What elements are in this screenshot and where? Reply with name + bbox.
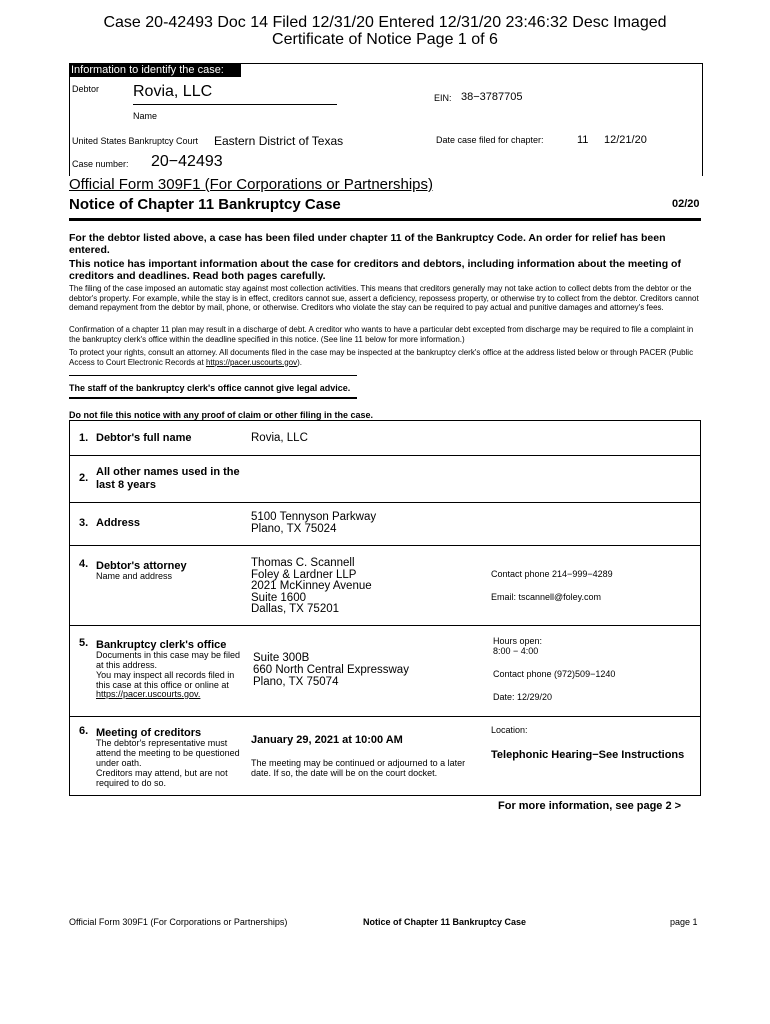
- debtor-name: Rovia, LLC: [133, 83, 213, 100]
- row2-title-line2: last 8 years: [96, 479, 156, 491]
- debtor-name-underline: [133, 104, 337, 105]
- debtor-label: Debtor: [72, 84, 100, 94]
- row3-number: 3.: [79, 517, 89, 529]
- row5-title: Bankruptcy clerk's office: [96, 639, 227, 651]
- row5-sub-line3: You may inspect all records filed in: [96, 670, 235, 680]
- case-id-box-title: Information to identify the case:: [69, 63, 241, 77]
- footer-page-number: page 1: [670, 917, 698, 927]
- court-label: United States Bankruptcy Court: [72, 136, 199, 146]
- row-divider: [69, 455, 701, 456]
- case-number: 20−42493: [151, 153, 223, 170]
- meeting-datetime: January 29, 2021 at 10:00 AM: [251, 734, 403, 746]
- clerk-phone: Contact phone (972)509−1240: [493, 669, 616, 679]
- attorney-suite: Suite 1600: [251, 592, 306, 604]
- ein-value: 38−3787705: [461, 91, 523, 103]
- clerk-city: Plano, TX 75074: [253, 676, 339, 688]
- clerk-street: 660 North Central Expressway: [253, 664, 409, 676]
- ein-label: EIN:: [434, 93, 452, 103]
- footer-notice-title: Notice of Chapter 11 Bankruptcy Case: [363, 917, 527, 927]
- row6-sub-line2: attend the meeting to be questioned: [96, 748, 240, 758]
- protect-rights-text: To protect your rights, consult an attorney. All documents filed in the case may be inspected at the bankruptcy clerk's office at the address listed below or through PACER (Public Access to Court Electronic Records at: [69, 348, 694, 367]
- attorney-street: 2021 McKinney Avenue: [251, 580, 372, 592]
- date-filed: 12/21/20: [604, 134, 647, 146]
- hours-open-label: Hours open:: [493, 636, 543, 646]
- notice-date: Date: 12/29/20: [493, 692, 553, 702]
- row5-number: 5.: [79, 637, 89, 649]
- chapter-number: 11: [577, 134, 589, 146]
- row-divider: [69, 716, 701, 717]
- court-value: Eastern District of Texas: [214, 134, 344, 148]
- debtor-full-name-value: Rovia, LLC: [251, 432, 308, 444]
- intro-important-notice: This notice has important information about the case for creditors and debtors, including information about the meeting of creditors and deadlines. Read both pages carefully.: [69, 258, 681, 282]
- attorney-email: Email: tscannell@foley.com: [491, 592, 602, 602]
- row6-title: Meeting of creditors: [96, 727, 202, 739]
- intro-rule: [69, 375, 357, 376]
- meeting-continued-line1: The meeting may be continued or adjourned to a later: [251, 758, 466, 768]
- row6-sub-line5: required to do so.: [96, 778, 167, 788]
- clerk-suite: Suite 300B: [253, 652, 310, 664]
- name-caption: Name: [133, 111, 158, 121]
- discharge-paragraph: Confirmation of a chapter 11 plan may result in a discharge of debt. A creditor who wants to have a particular debt excepted from discharge may be required to file a complaint in the bankruptcy clerk's office within the deadline specified in this notice. (See line 11 below for more information.): [69, 325, 694, 344]
- protect-rights-end: ).: [297, 357, 303, 367]
- row-divider: [69, 625, 701, 626]
- row2-number: 2.: [79, 472, 89, 484]
- clerk-pacer-link[interactable]: https://pacer.uscourts.gov.: [96, 689, 201, 699]
- meeting-location: Telephonic Hearing−See Instructions: [491, 749, 685, 761]
- attorney-name: Thomas C. Scannell: [251, 557, 355, 569]
- row5-sub-line4: this case at this office or online at: [96, 680, 229, 690]
- address-line2: Plano, TX 75024: [251, 523, 337, 535]
- row4-number: 4.: [79, 558, 89, 570]
- date-filed-label: Date case filed for chapter:: [436, 135, 544, 145]
- staff-note-rule: [69, 397, 357, 399]
- row6-sub-line4: Creditors may attend, but are not: [96, 768, 228, 778]
- attorney-phone: Contact phone 214−999−4289: [491, 569, 613, 579]
- row6-sub-line3: under oath.: [96, 758, 142, 768]
- row-divider: [69, 545, 701, 546]
- row5-sub-line2: at this address.: [96, 660, 158, 670]
- footer-form-name: Official Form 309F1 (For Corporations or Partnerships): [69, 917, 288, 927]
- row2-title-line1: All other names used in the: [96, 466, 240, 478]
- row1-number: 1.: [79, 432, 89, 444]
- form-title: Official Form 309F1 (For Corporations or Partnerships): [69, 176, 434, 193]
- attorney-city: Dallas, TX 75201: [251, 603, 340, 615]
- row5-sub-line1: Documents in this case may be filed: [96, 650, 241, 660]
- pacer-link[interactable]: https://pacer.uscourts.gov: [205, 357, 298, 367]
- row1-title: Debtor's full name: [96, 432, 192, 444]
- location-label: Location:: [491, 725, 528, 735]
- row4-title: Debtor's attorney: [96, 560, 187, 572]
- attorney-firm: Foley & Lardner LLP: [251, 569, 357, 581]
- intro-relief-statement: For the debtor listed above, a case has been filed under chapter 11 of the Bankruptcy Code. An order for relief has been entered.: [69, 232, 666, 256]
- more-info-note: For more information, see page 2 >: [498, 800, 682, 812]
- certificate-header-line: Certificate of Notice Page 1 of 6: [272, 31, 498, 48]
- case-number-label: Case number:: [72, 159, 129, 169]
- meeting-continued-line2: date. If so, the date will be on the court docket.: [251, 768, 438, 778]
- protect-rights-paragraph: [69, 348, 701, 367]
- row6-sub-line1: The debtor's representative must: [96, 738, 228, 748]
- automatic-stay-paragraph: The filing of the case imposed an automatic stay against most collection activities. This means that creditors generally may not take action to collect debts from the debtor or the debtor's property. For example, while the stay is in effect, creditors cannot sue, assert a deficiency, repossess property, or otherwise try to collect from the debtor. Creditors cannot demand repayment from the debtor by mail, phone, or otherwise. Creditors who violate the stay can be required to pay actual and punitive damages and attorney's fees.: [69, 284, 699, 313]
- form-date: 02/20: [672, 198, 700, 210]
- row6-number: 6.: [79, 725, 89, 737]
- title-rule: [69, 218, 701, 221]
- notice-title: Notice of Chapter 11 Bankruptcy Case: [69, 196, 341, 213]
- row-divider: [69, 502, 701, 503]
- case-header-line: Case 20-42493 Doc 14 Filed 12/31/20 Entered 12/31/20 23:46:32 Desc Imaged: [103, 14, 667, 31]
- row3-title: Address: [96, 517, 141, 529]
- hours-open-value: 8:00 − 4:00: [493, 646, 539, 656]
- staff-legal-advice-note: The staff of the bankruptcy clerk's office cannot give legal advice.: [69, 383, 351, 393]
- address-line1: 5100 Tennyson Parkway: [251, 511, 377, 523]
- do-not-file-note: Do not file this notice with any proof of claim or other filing in the case.: [69, 410, 374, 420]
- row4-subtitle: Name and address: [96, 571, 173, 581]
